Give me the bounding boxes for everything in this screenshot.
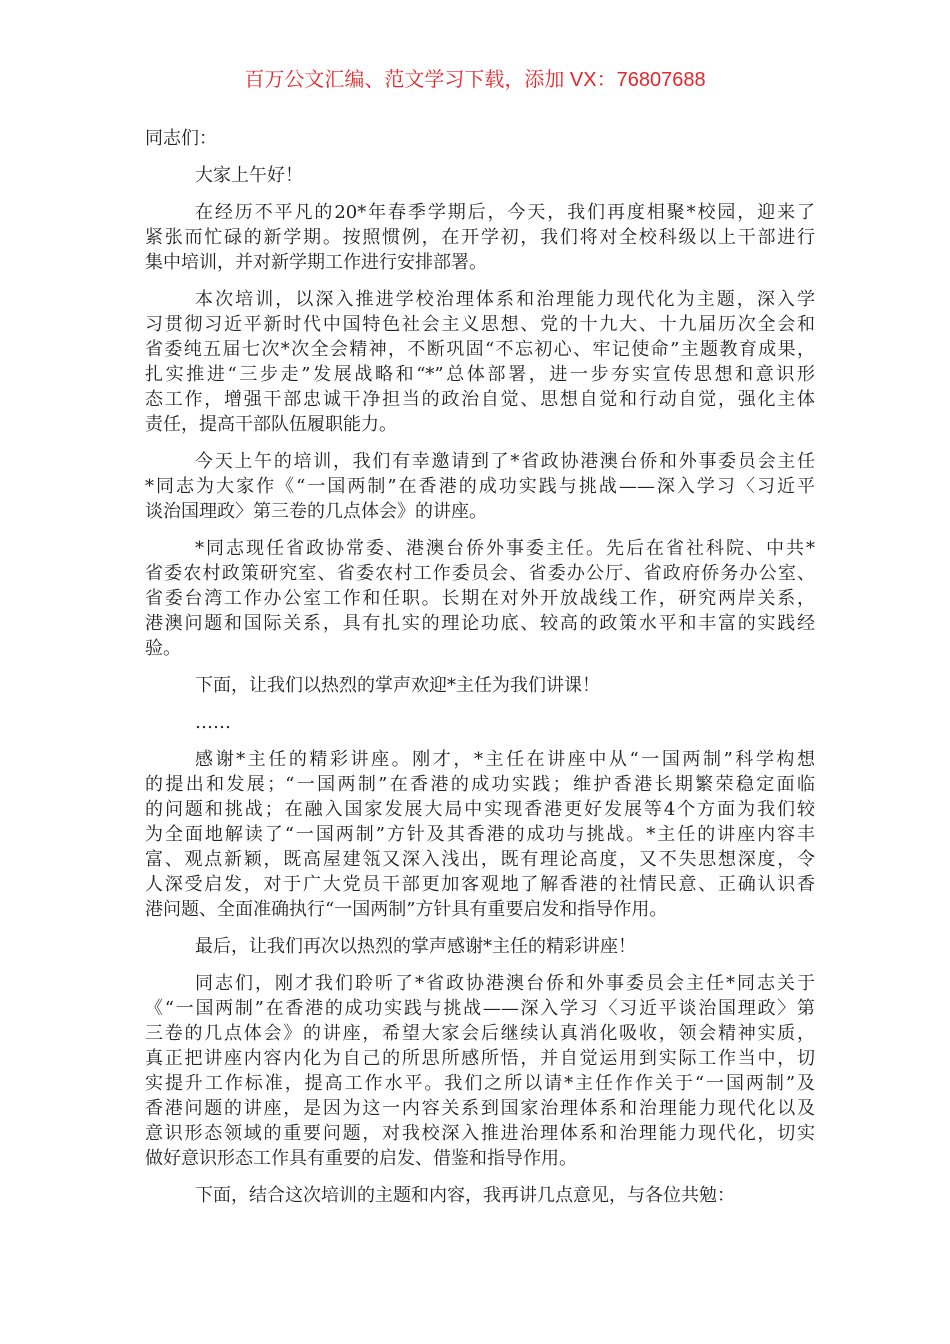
paragraph-line: 验。	[145, 638, 181, 659]
paragraph-line: 在经历不平凡的20*年春季学期后，今天，我们再度相聚*校园，迎来了	[195, 202, 815, 223]
paragraph-line: 为全面地解读了“一国两制”方针及其香港的成功与挑战。*主任的讲座内容丰	[145, 824, 815, 845]
paragraph-line: 省委纯五届七次*次全会精神，不断巩固“不忘初心、牢记使命”主题教育成果，	[145, 339, 815, 360]
paragraph	[145, 536, 815, 661]
paragraph	[145, 449, 815, 524]
paragraph-line: 香港问题的讲座，是因为这一内容关系到国家治理体系和治理能力现代化以及	[145, 1098, 815, 1119]
paragraph-line: 实提升工作标准，提高工作水平。我们之所以请*主任作作关于“一国两制”及	[145, 1073, 815, 1094]
document-body	[145, 126, 815, 1220]
paragraph-line: 省委台湾工作办公室工作和任职。长期在对外开放战线工作，研究两岸关系，	[145, 588, 815, 609]
paragraph-line: 下面，让我们以热烈的掌声欢迎*主任为我们讲课！	[195, 675, 600, 696]
paragraph-line: 扎实推进“三步走”发展战略和“*”总体部署，进一步夯实宣传思想和意识形	[145, 364, 815, 385]
paragraph-line: 今天上午的培训，我们有幸邀请到了*省政协港澳台侨和外事委员会主任	[195, 451, 815, 472]
paragraph-line: 责任，提高干部队伍履职能力。	[145, 414, 397, 435]
paragraph-line: 人深受启发，对于广大党员干部更加客观地了解香港的社情民意、正确认识香	[145, 874, 815, 895]
watermark-header: 百万公文汇编、范文学习下载，添加 VX：76807688	[244, 69, 706, 91]
paragraph-line: 谈治国理政〉第三卷的几点体会》的讲座。	[145, 501, 487, 522]
paragraph-line: 最后，让我们再次以热烈的掌声感谢*主任的精彩讲座！	[195, 936, 636, 957]
paragraph	[145, 934, 815, 959]
paragraph-line: 下面，结合这次培训的主题和内容，我再讲几点意见，与各位共勉：	[195, 1185, 735, 1206]
paragraph-line: 意识形态领域的重要问题，对我校深入推进治理体系和治理能力现代化，切实	[145, 1123, 815, 1144]
paragraph-line: 港问题、全面准确执行“一国两制”方针具有重要启发和指导作用。	[145, 899, 668, 920]
paragraph-line: 同志们，刚才我们聆听了*省政协港澳台侨和外事委员会主任*同志关于	[195, 973, 815, 994]
paragraph-line: 集中培训，并对新学期工作进行安排部署。	[145, 252, 487, 273]
paragraph-line: 真正把讲座内容内化为自己的所思所感所悟，并自觉运用到实际工作当中，切	[145, 1048, 815, 1069]
paragraph-line: 态工作，增强干部忠诚干净担当的政治自觉、思想自觉和行动自觉，强化主体	[145, 389, 815, 410]
paragraph	[145, 673, 815, 698]
paragraph	[145, 1183, 815, 1208]
paragraph-line: *同志现任省政协常委、港澳台侨外事委主任。先后在省社科院、中共*	[195, 538, 815, 559]
paragraph-line: 紧张而忙碌的新学期。按照惯例，在开学初，我们将对全校科级以上干部进行	[145, 227, 815, 248]
paragraph-line: 感谢*主任的精彩讲座。刚才，*主任在讲座中从“一国两制”科学构想	[195, 749, 815, 770]
paragraph-line: 的问题和挑战；在融入国家发展大局中实现香港更好发展等4个方面为我们较	[145, 799, 815, 820]
paragraph-line: 省委农村政策研究室、省委农村工作委员会、省委办公厅、省政府侨务办公室、	[145, 563, 815, 584]
paragraph	[145, 287, 815, 437]
paragraph	[145, 971, 815, 1171]
paragraph-line: 习贯彻习近平新时代中国特色社会主义思想、党的十九大、十九届历次全会和	[145, 314, 815, 335]
paragraph-line: 本次培训，以深入推进学校治理体系和治理能力现代化为主题，深入学	[195, 289, 815, 310]
paragraph-line: 《“一国两制”在香港的成功实践与挑战——深入学习〈习近平谈治国理政〉第	[145, 998, 815, 1019]
salutation	[145, 126, 815, 151]
salutation-line: 同志们：	[145, 128, 217, 149]
paragraph-line: *同志为大家作《“一国两制”在香港的成功实践与挑战——深入学习〈习近平	[145, 476, 815, 497]
paragraph-line: 三卷的几点体会》的讲座，希望大家会后继续认真消化吸收，领会精神实质，	[145, 1023, 815, 1044]
paragraph	[145, 710, 815, 735]
paragraph-line: 大家上午好！	[195, 165, 303, 186]
paragraph-line: 港澳问题和国际关系，具有扎实的理论功底、较高的政策水平和丰富的实践经	[145, 613, 815, 634]
paragraph-line: 的提出和发展；“一国两制”在香港的成功实践；维护香港长期繁荣稳定面临	[145, 774, 815, 795]
paragraph	[145, 747, 815, 922]
paragraph	[145, 163, 815, 188]
paragraph-line: 富、观点新颖，既高屋建瓴又深入浅出，既有理论高度，又不失思想深度，令	[145, 849, 815, 870]
paragraph-line: 做好意识形态工作具有重要的启发、借鉴和指导作用。	[145, 1148, 577, 1169]
paragraph-line: ……	[195, 712, 231, 733]
paragraph	[145, 200, 815, 275]
